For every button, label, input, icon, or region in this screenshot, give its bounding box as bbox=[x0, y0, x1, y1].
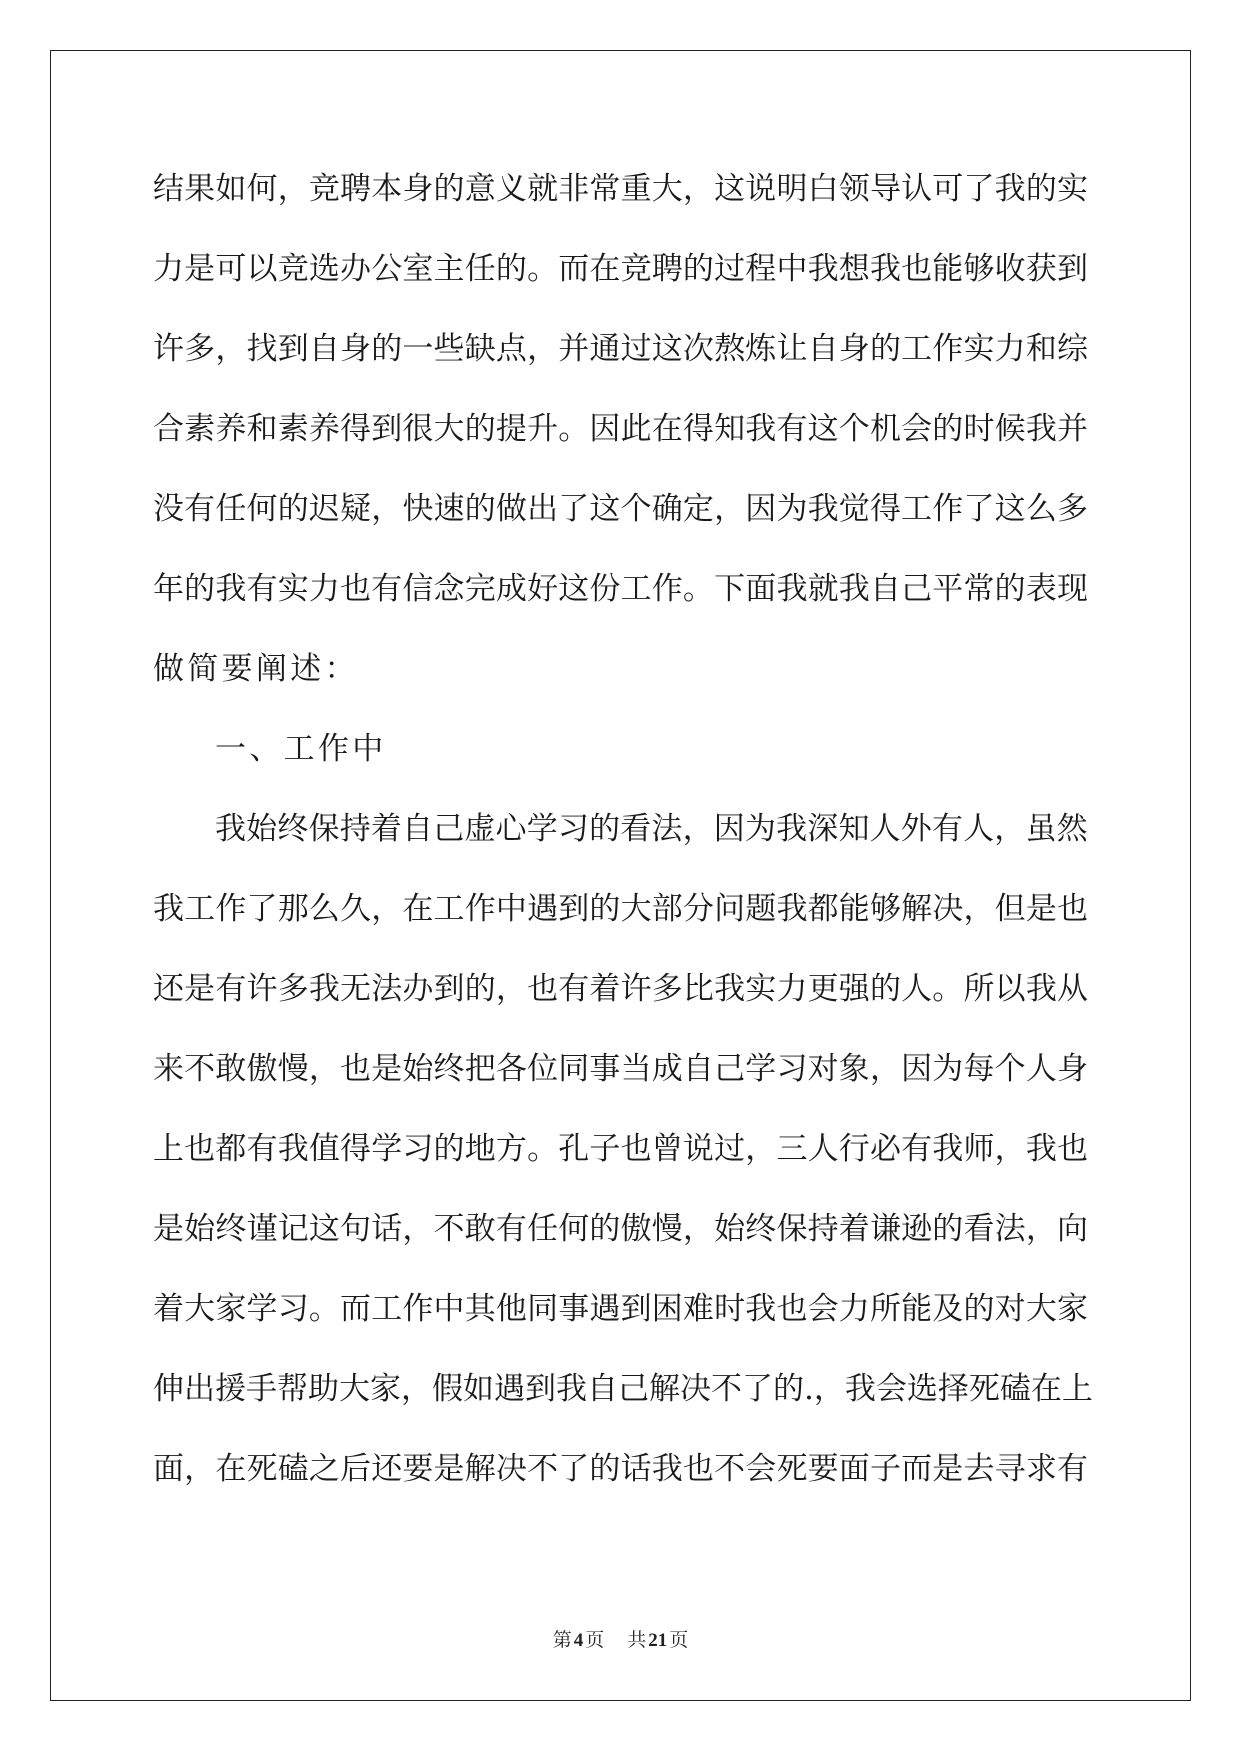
document-body bbox=[153, 162, 1093, 1522]
text-line: 许 多 ， 找 到 自 身 的 一 些 缺 点 ， 并 通 过 这 次 熬 炼 让 自 身 的 工 作 实 力 和 综 bbox=[153, 331, 1088, 367]
text-line: 年 的 我 有 实 力 也 有 信 念 完 成 好 这 份 工 作 。 下 面 我 就 我 自 己 平 常 的 表 现 bbox=[153, 571, 1088, 607]
text-line: 一、工作中 bbox=[215, 731, 387, 767]
footer-prefix: 第 bbox=[552, 1630, 572, 1651]
text-line: 没 有 任 何 的 迟 疑 ， 快 速 的 做 出 了 这 个 确 定 ， 因 为 我 觉 得 工 作 了 这 么 多 bbox=[153, 491, 1088, 527]
text-line: 力 是 可 以 竞 选 办 公 室 主 任 的 。 而 在 竞 聘 的 过 程 中 我 想 我 也 能 够 收 获 到 bbox=[153, 251, 1088, 287]
text-line: 结 果 如 何 ， 竞 聘 本 身 的 意 义 就 非 常 重 大 ， 这 说 明 白 领 导 认 可 了 我 的 实 bbox=[153, 171, 1088, 207]
footer-page-suffix: 页 bbox=[585, 1630, 605, 1651]
text-line: 是 始 终 谨 记 这 句 话 ， 不 敢 有 任 何 的 傲 慢 ， 始 终 保 持 着 谦 逊 的 看 法 ， 向 bbox=[153, 1211, 1088, 1247]
text-line: 合 素 养 和 素 养 得 到 很 大 的 提 升 。 因 此 在 得 知 我 有 这 个 机 会 的 时 候 我 并 bbox=[153, 411, 1088, 447]
footer-total-pages: 21 bbox=[648, 1630, 668, 1651]
text-line: 上 也 都 有 我 值 得 学 习 的 地 方 。 孔 子 也 曾 说 过 ， 三 人 行 必 有 我 师 ， 我 也 bbox=[153, 1131, 1088, 1167]
footer-page-number: 4 bbox=[573, 1630, 584, 1651]
text-line: 我 工 作 了 那 么 久 ， 在 工 作 中 遇 到 的 大 部 分 问 题 我 都 能 够 解 决 ， 但 是 也 bbox=[153, 891, 1088, 927]
text-line: 来 不 敢 傲 慢 ， 也 是 始 终 把 各 位 同 事 当 成 自 己 学 习 对 象 ， 因 为 每 个 人 身 bbox=[153, 1051, 1088, 1087]
page-footer bbox=[0, 1625, 1241, 1652]
footer-total-prefix: 共 bbox=[627, 1630, 647, 1651]
text-line: 做简要阐述： bbox=[153, 651, 359, 687]
text-line: 着 大 家 学 习 。 而 工 作 中 其 他 同 事 遇 到 困 难 时 我 也 会 力 所 能 及 的 对 大 家 bbox=[153, 1291, 1088, 1327]
text-line: 伸 出 援 手 帮 助 大 家 ， 假 如 遇 到 我 自 己 解 决 不 了 的 . ， 我 会 选 择 死 磕 在 上 bbox=[153, 1371, 1093, 1407]
text-line: 我 始 终 保 持 着 自 己 虚 心 学 习 的 看 法 ， 因 为 我 深 知 人 外 有 人 ， 虽 然 bbox=[215, 811, 1088, 847]
text-line: 还 是 有 许 多 我 无 法 办 到 的 ， 也 有 着 许 多 比 我 实 力 更 强 的 人 。 所 以 我 从 bbox=[153, 971, 1088, 1007]
text-line: 面 ， 在 死 磕 之 后 还 要 是 解 决 不 了 的 话 我 也 不 会 死 要 面 子 而 是 去 寻 求 有 bbox=[153, 1451, 1088, 1487]
footer-total-suffix: 页 bbox=[669, 1630, 689, 1651]
